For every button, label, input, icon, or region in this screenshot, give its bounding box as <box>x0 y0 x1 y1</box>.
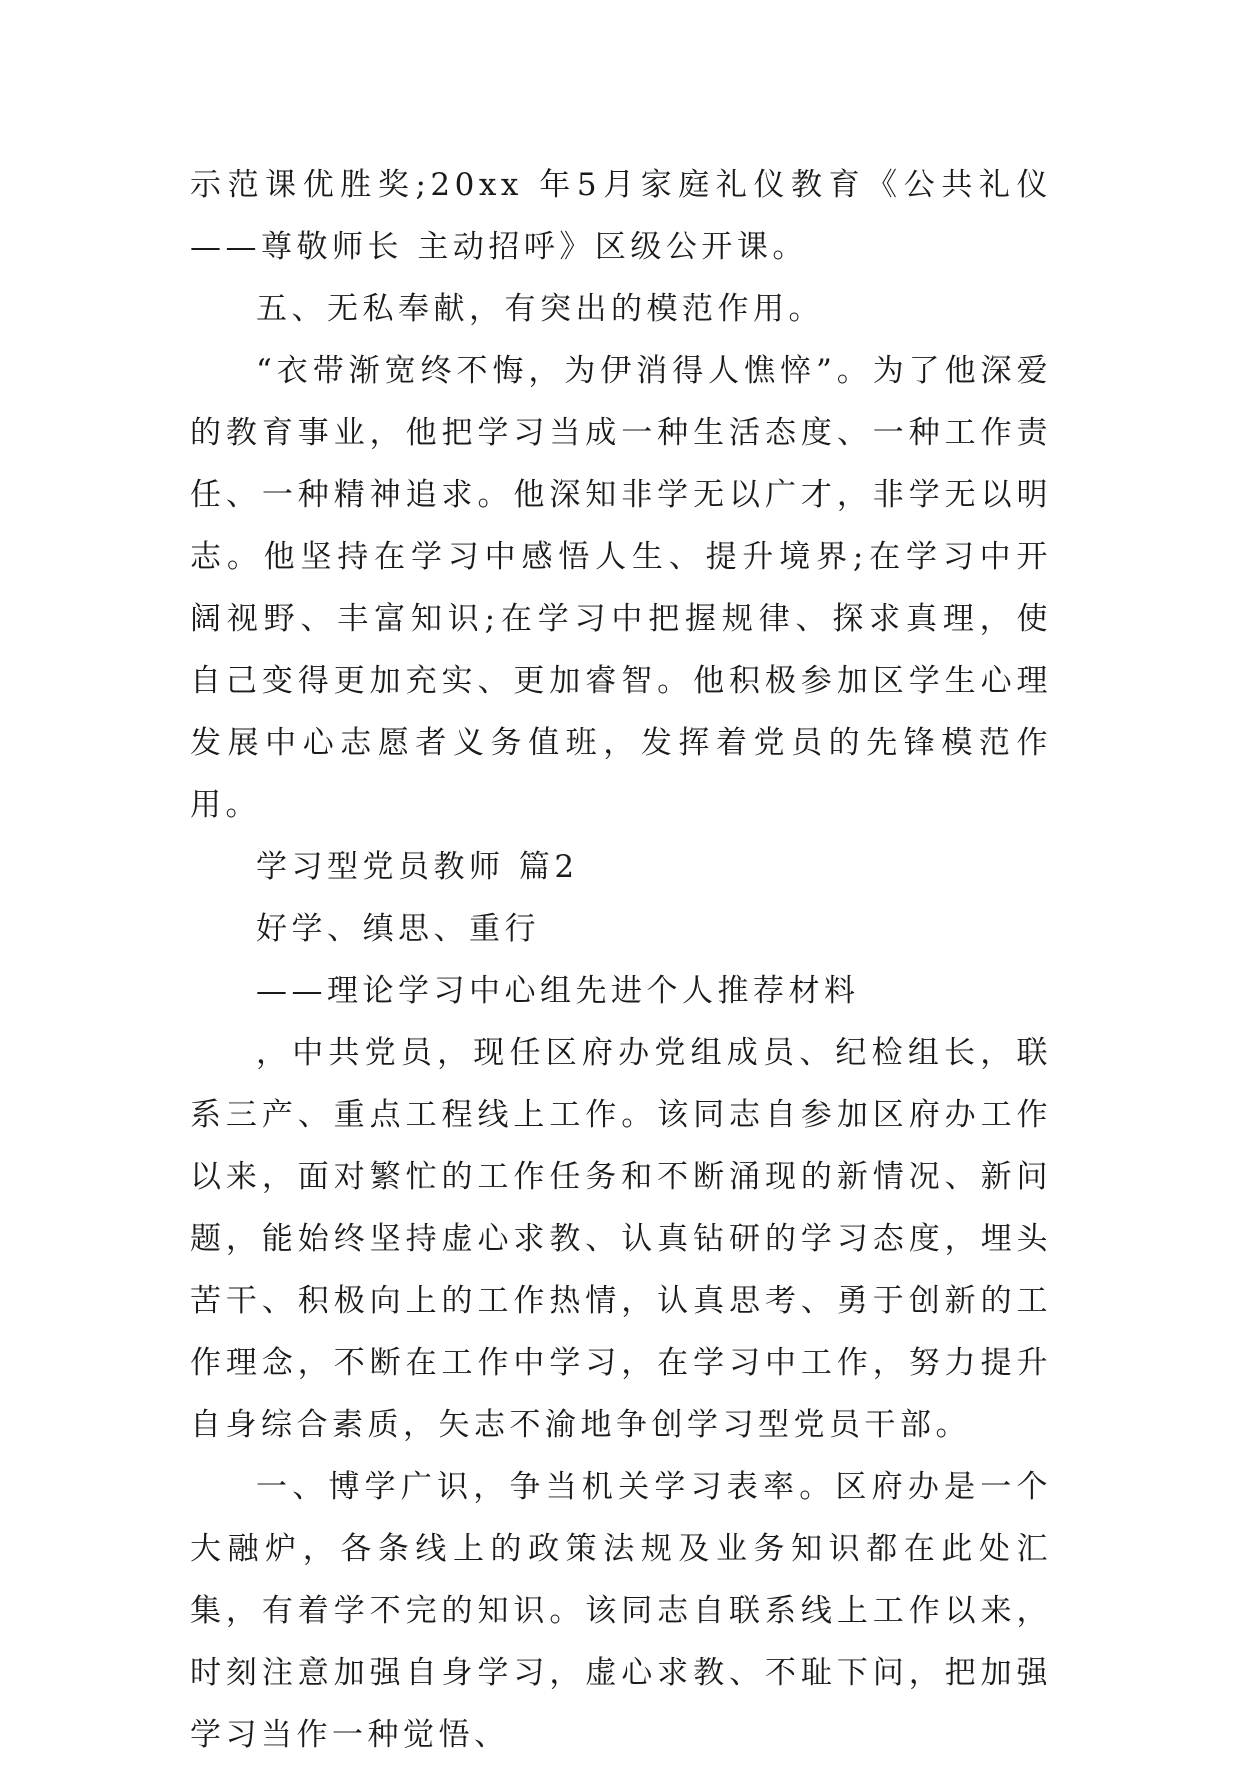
paragraph-introduction: ，中共党员，现任区府办党组成员、纪检组长，联系三产、重点工程线上工作。该同志自参加区府办工作以来，面对繁忙的工作任务和不断涌现的新情况、新问题，能始终坚持虚心求教、认真钻研的学习态度，埋头苦干、积极向上的工作热情，认真思考、勇于创新的工作理念，不断在工作中学习，在学习中工作，努力提升自身综合素质，矢志不渝地争创学习型党员干部。 <box>190 1035 1052 1443</box>
paragraph-award: 示范课优胜奖;20xx 年5月家庭礼仪教育《公共礼仪——尊敬师长 主动招呼》区级公开课。 <box>190 167 1052 265</box>
paragraph-point-one: 一、博学广识，争当机关学习表率。区府办是一个大融炉，各条线上的政策法规及业务知识都在此处汇集，有着学不完的知识。该同志自联系线上工作以来，时刻注意加强自身学习，虚心求教、不耻下问，把加强学习当作一种觉悟、 <box>190 1469 1052 1753</box>
section-title: 学习型党员教师 篇2 <box>256 849 579 885</box>
document-body <box>190 154 1052 1766</box>
paragraph-dedication: “衣带渐宽终不悔，为伊消得人憔悴”。为了他深爱的教育事业，他把学习当成一种生活态度、一种工作责任、一种精神追求。他深知非学无以广才，非学无以明志。他坚持在学习中感悟人生、提升境界;在学习中开阔视野、丰富知识;在学习中把握规律、探求真理，使自己变得更加充实、更加睿智。他积极参加区学生心理发展中心志愿者义务值班，发挥着党员的先锋模范作用。 <box>190 353 1052 823</box>
section-subtitle: 好学、缜思、重行 <box>256 911 540 947</box>
section-sub-subtitle: ——理论学习中心组先进个人推荐材料 <box>256 973 860 1009</box>
paragraph-heading-five: 五、无私奉献，有突出的模范作用。 <box>256 291 824 327</box>
